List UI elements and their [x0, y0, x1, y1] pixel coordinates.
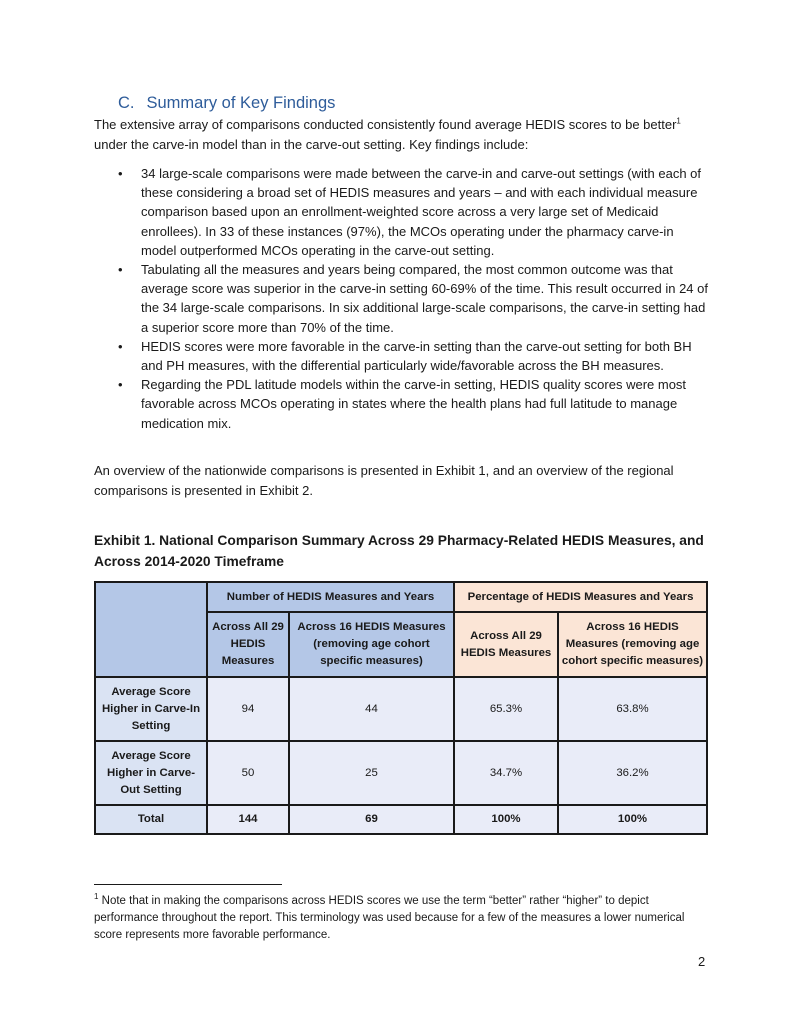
- footnote-text: Note that in making the comparisons across HEDIS scores we use the term “better” rather “higher” to depict performance throughout the report. This terminology was used because for a few of the measures a lower numerical score represents more favorable performance.: [94, 895, 685, 941]
- intro-paragraph: [94, 115, 694, 154]
- intro-text-1: The extensive array of comparisons conducted consistently found average HEDIS scores to be better: [94, 117, 677, 132]
- section-number: C.: [118, 94, 135, 112]
- table-cell: 44: [289, 677, 454, 741]
- table-row-total: [95, 805, 707, 834]
- table-row: [95, 741, 707, 805]
- list-item-text: 34 large-scale comparisons were made between the carve-in and carve-out settings (with each of these considering a broad set of HEDIS measures and years – and with each individual measure comparison based upon an enrollment-weighted score across a very large set of Medicaid enrollees). In 33 of these instances (97%), the MCOs operating under the pharmacy carve-in model outperformed MCOs operating in the carve-out setting.: [141, 166, 702, 258]
- bullet-icon: •: [118, 338, 123, 354]
- table-cell: 144: [207, 805, 289, 834]
- list-item-text: Regarding the PDL latitude models within the carve-in setting, HEDIS quality scores were most favorable across MCOs operating in states where the health plans had full latitude to manage medication mix.: [141, 377, 687, 431]
- column-header: Across 16 HEDIS Measures (removing age cohort specific measures): [558, 612, 707, 677]
- row-header: Total: [95, 805, 207, 834]
- table-cell: 25: [289, 741, 454, 805]
- footnote: [94, 893, 704, 944]
- exhibit-title: Exhibit 1. National Comparison Summary Across 29 Pharmacy-Related HEDIS Measures, and Across 2014-2020 Timeframe: [94, 533, 704, 569]
- group-header-count: Number of HEDIS Measures and Years: [207, 582, 454, 612]
- list-item: [118, 164, 708, 260]
- section-title: Summary of Key Findings: [146, 94, 336, 112]
- table-cell: 34.7%: [454, 741, 558, 805]
- list-item: [118, 337, 708, 375]
- table-cell: 50: [207, 741, 289, 805]
- table-corner-cell: [95, 582, 207, 677]
- row-header: Average Score Higher in Carve-In Setting: [95, 677, 207, 741]
- table-cell: 100%: [558, 805, 707, 834]
- page-number: 2: [698, 954, 706, 969]
- table-row: [95, 677, 707, 741]
- table-cell: 36.2%: [558, 741, 707, 805]
- column-header: Across 16 HEDIS Measures (removing age cohort specific measures): [289, 612, 454, 677]
- bullet-icon: •: [118, 377, 123, 393]
- column-header: Across All 29 HEDIS Measures: [207, 612, 289, 677]
- table-cell: 94: [207, 677, 289, 741]
- row-header: Average Score Higher in Carve-Out Setting: [95, 741, 207, 805]
- footnote-marker: 1: [94, 892, 99, 902]
- key-findings-list: [118, 164, 708, 433]
- footnote-divider: [94, 884, 282, 885]
- table-cell: 63.8%: [558, 677, 707, 741]
- bullet-icon: •: [118, 166, 123, 181]
- list-item-text: Tabulating all the measures and years being compared, the most common outcome was that average score was superior in the carve-in setting 60-69% of the time. This result occurred in 24 of the 34 large-scale comparisons. In six additional large-scale comparisons, the carve-in setting had a superior score more than 70% of the time.: [141, 262, 708, 335]
- table-cell: 65.3%: [454, 677, 558, 741]
- bullet-icon: •: [118, 262, 123, 278]
- column-header: Across All 29 HEDIS Measures: [454, 612, 558, 677]
- list-item-text: HEDIS scores were more favorable in the carve-in setting than the carve-out setting for both BH and PH measures, with the differential particularly wide/favorable across the BH measures.: [141, 338, 692, 374]
- exhibit-table: [94, 581, 708, 835]
- group-header-percentage: Percentage of HEDIS Measures and Years: [454, 582, 707, 612]
- intro-text-2: under the carve-in model than in the carve-out setting. Key findings include:: [94, 136, 529, 152]
- table-cell: 69: [289, 805, 454, 834]
- footnote-ref[interactable]: 1: [676, 116, 681, 126]
- overview-paragraph: An overview of the nationwide comparisons is presented in Exhibit 1, and an overview of the regional comparisons is presented in Exhibit 2.: [94, 463, 674, 498]
- table-cell: 100%: [454, 805, 558, 834]
- list-item: [118, 375, 708, 433]
- list-item: [118, 260, 708, 337]
- section-heading: [118, 94, 335, 113]
